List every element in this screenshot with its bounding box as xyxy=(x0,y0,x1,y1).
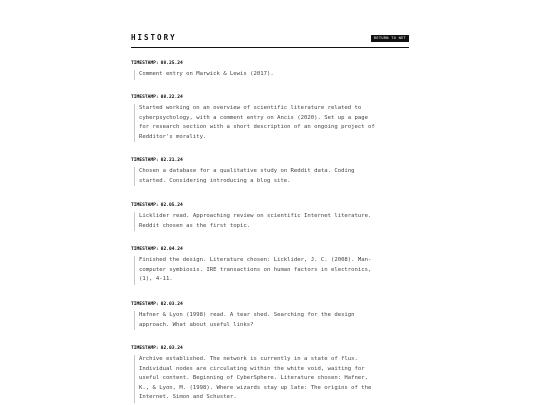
timestamp-label: TIMESTAMP: xyxy=(131,302,159,307)
entry-text: Chosen a database for a qualitative study on Reddit data. Coding started. Considering introducing a blog site. xyxy=(134,167,411,186)
timestamp-label: TIMESTAMP: xyxy=(131,158,159,163)
entry-text: Started working on an overview of scientific literature related to cyberpsychology, with a comment entry on Ancis (2020). Set up a page for research section with a short description of an ongoing project of Redditor's morality. xyxy=(134,104,411,142)
timestamp-label: TIMESTAMP: xyxy=(131,346,159,351)
entry-timestamp xyxy=(131,302,411,308)
return-to-net-button[interactable]: RETURN TO NET xyxy=(371,35,409,42)
timestamp-date: 08.22.24 xyxy=(160,95,183,100)
entry-text: Comment entry on Marwick & Lewis (2017). xyxy=(134,70,411,80)
history-entry xyxy=(131,247,411,285)
page-header xyxy=(131,33,409,48)
entry-timestamp xyxy=(131,346,411,352)
history-entry xyxy=(131,302,411,330)
entry-text: Archive established. The network is currently in a state of flux. Individual nodes are circulating within the white void, waiting for useful content. Beginning of CyberSphere. Literature chosen: Hafner, K., & Lyon, M. (1998). Where wizards stay up late: The origins of the Internet. Simon and Schuster. xyxy=(134,355,411,403)
history-entry xyxy=(131,346,411,403)
history-entry xyxy=(131,95,411,142)
entry-timestamp xyxy=(131,247,411,253)
entry-timestamp xyxy=(131,158,411,164)
timestamp-label: TIMESTAMP: xyxy=(131,61,159,66)
timestamp-date: 02.21.24 xyxy=(160,158,183,163)
timestamp-date: 08.25.24 xyxy=(160,61,183,66)
timestamp-label: TIMESTAMP: xyxy=(131,203,159,208)
entry-timestamp xyxy=(131,95,411,101)
timestamp-date: 02.03.24 xyxy=(160,302,183,307)
timestamp-label: TIMESTAMP: xyxy=(131,95,159,100)
entry-timestamp xyxy=(131,203,411,209)
entry-text: Finished the design. Literature chosen: Licklider, J. C. (2008). Man- computer symbiosis. IRE transactions on human factors in electronics, (1), 4-11. xyxy=(134,256,411,285)
history-entry xyxy=(131,61,411,80)
timestamp-date: 02.04.24 xyxy=(160,247,183,252)
timestamp-label: TIMESTAMP: xyxy=(131,247,159,252)
timestamp-date: 02.03.24 xyxy=(160,346,183,351)
timestamp-date: 02.05.24 xyxy=(160,203,183,208)
entry-text: Licklider read. Approaching review on scientific Internet literature. Reddit chosen as the first topic. xyxy=(134,212,411,231)
page-title: HISTORY xyxy=(131,33,177,42)
history-entry xyxy=(131,203,411,231)
history-entry xyxy=(131,158,411,186)
entry-text: Hafner & Lyon (1998) read. A tear shed. Searching for the design approach. What about useful links? xyxy=(134,311,411,330)
entry-timestamp xyxy=(131,61,411,67)
